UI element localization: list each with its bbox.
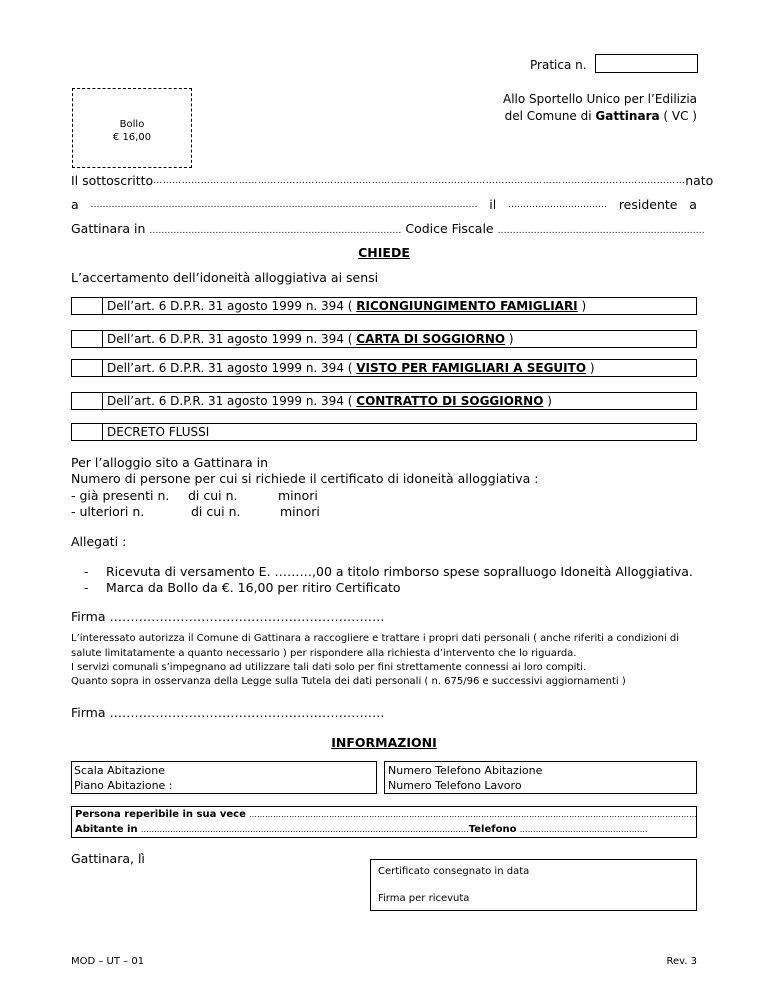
home-phone-label: Numero Telefono Abitazione: [388, 764, 543, 777]
attachment-receipt: Ricevuta di versamento E. ………,00 a titolo rimborso spese sopralluogo Idoneità Alloggiativa.: [106, 564, 693, 579]
stamp-amount: € 16,00: [112, 132, 152, 143]
delivery-box: [370, 859, 697, 911]
work-phone-label: Numero Telefono Lavoro: [388, 779, 522, 792]
phone-info-box: [384, 761, 697, 794]
persons-count-label: Numero di persone per cui si richiede il certificato di idoneità alloggiativa :: [71, 471, 539, 486]
birthdate-field[interactable]: ……………………………: [508, 200, 608, 210]
scala-abitazione-label: Scala Abitazione: [74, 764, 165, 777]
request-intro: L’accertamento dell’idoneità alloggiativa ai sensi: [71, 270, 379, 285]
attachments-title: Allegati :: [71, 534, 127, 549]
checkbox-visto-famigliari[interactable]: [72, 360, 103, 376]
option-ricongiungimento: [71, 297, 697, 315]
further-minori-label: minori: [280, 504, 320, 519]
attachment-stamp: Marca da Bollo da €. 16,00 per ritiro Certificato: [106, 580, 401, 595]
revision: Rev. 3: [666, 956, 697, 967]
present-dicui-label: di cui n.: [188, 488, 238, 503]
pratica-number-field[interactable]: [595, 54, 698, 73]
applicant-line-3: Gattinara in ………………………………………………………………………… Codice Fiscale ……………………………………………………………: [71, 221, 705, 236]
info-title: INFORMAZIONI: [331, 735, 437, 750]
stamp-label: Bollo: [119, 119, 145, 130]
checkbox-decreto-flussi[interactable]: [72, 424, 103, 440]
delivered-date-label: Certificato consegnato in data: [378, 866, 530, 877]
option-label: Dell’art. 6 D.P.R. 31 agosto 1999 n. 394 ( CARTA DI SOGGIORNO ): [107, 332, 514, 346]
recipient-line-2: del Comune di Gattinara ( VC ): [504, 109, 697, 123]
fiscal-code-field[interactable]: ……………………………………………………………: [497, 226, 705, 236]
further-persons-label: - ulteriori n.: [71, 504, 145, 519]
privacy-line-3: I servizi comunali s’impegnano ad utilizzare tali dati solo per fini strettamente connessi ai loro compiti.: [71, 662, 587, 673]
option-visto-famigliari: [71, 359, 697, 377]
applicant-line-1: Il sottoscritto …………………………………………………………………………………………………………………………………………………… nato: [71, 173, 714, 188]
name-field[interactable]: ……………………………………………………………………………………………………………………………………………………: [153, 176, 686, 186]
request-title: CHIEDE: [358, 245, 410, 260]
revenue-stamp-box: [72, 88, 192, 168]
option-label: Dell’art. 6 D.P.R. 31 agosto 1999 n. 394 ( RICONGIUNGIMENTO FAMIGLIARI ): [107, 299, 587, 313]
place-date-label: Gattinara, lì: [71, 851, 145, 866]
checkbox-contratto-soggiorno[interactable]: [72, 393, 103, 409]
signature-field-2[interactable]: Firma …………………………………………………………: [71, 705, 385, 720]
option-label: Dell’art. 6 D.P.R. 31 agosto 1999 n. 394 ( CONTRATTO DI SOGGIORNO ): [107, 394, 552, 408]
applicant-line-2: a ………………………………………………………………………………………………………………… il …………………………… residente a: [71, 197, 697, 212]
option-contratto-soggiorno: [71, 392, 697, 410]
contact-phone-field[interactable]: …………………………………………: [519, 825, 648, 834]
piano-abitazione-label: Piano Abitazione :: [74, 779, 173, 792]
list-bullet: -: [84, 564, 89, 579]
lodging-address: Per l’alloggio sito a Gattinara in: [71, 455, 269, 470]
privacy-line-4: Quanto sopra in osservanza della Legge sulla Tutela dei dati personali ( n. 675/96 e successivi aggiornamenti ): [71, 676, 626, 687]
present-minori-label: minori: [278, 488, 318, 503]
address-field[interactable]: …………………………………………………………………………: [149, 226, 402, 236]
receipt-signature-label: Firma per ricevuta: [378, 893, 470, 904]
further-dicui-label: di cui n.: [191, 504, 241, 519]
floor-info-box: [71, 761, 377, 794]
present-persons-label: - già presenti n.: [71, 488, 170, 503]
recipient-line-1: Allo Sportello Unico per l’Edilizia: [502, 92, 697, 106]
pratica-label: Pratica n.: [530, 58, 587, 72]
checkbox-carta-soggiorno[interactable]: [72, 331, 103, 347]
form-code: MOD – UT – 01: [71, 956, 145, 967]
contact-box: [71, 806, 697, 838]
option-decreto-flussi: [71, 423, 697, 441]
checkbox-ricongiungimento[interactable]: [72, 298, 103, 314]
privacy-line-1: L’interessato autorizza il Comune di Gattinara a raccogliere e trattare i propri dati personali ( anche riferiti a condizioni di: [71, 633, 680, 644]
contact-person-field[interactable]: ……………………………………………………………………………………………………………………………………………………: [249, 810, 698, 819]
privacy-line-2: salute limitatamente a quanto necessario ) per rispondere alla richiesta d’intervento che lo riguarda.: [71, 648, 577, 659]
list-bullet: -: [84, 580, 89, 595]
recipient-city: Gattinara: [595, 109, 660, 123]
option-carta-soggiorno: [71, 330, 697, 348]
contact-person-row: Persona reperibile in sua vece ……………………………………………………………………………………………………………………………………………………: [75, 809, 698, 820]
contact-address-row: Abitante in ……………………………………………………………………………………………………………Telefono …………………………………………: [75, 824, 648, 835]
signature-field-1[interactable]: Firma …………………………………………………………: [71, 609, 385, 624]
option-label: DECRETO FLUSSI: [107, 425, 210, 439]
contact-address-field[interactable]: ……………………………………………………………………………………………………………: [140, 825, 469, 834]
option-label: Dell’art. 6 D.P.R. 31 agosto 1999 n. 394 ( VISTO PER FAMIGLIARI A SEGUITO ): [107, 361, 595, 375]
birthplace-field[interactable]: …………………………………………………………………………………………………………………: [90, 200, 478, 210]
